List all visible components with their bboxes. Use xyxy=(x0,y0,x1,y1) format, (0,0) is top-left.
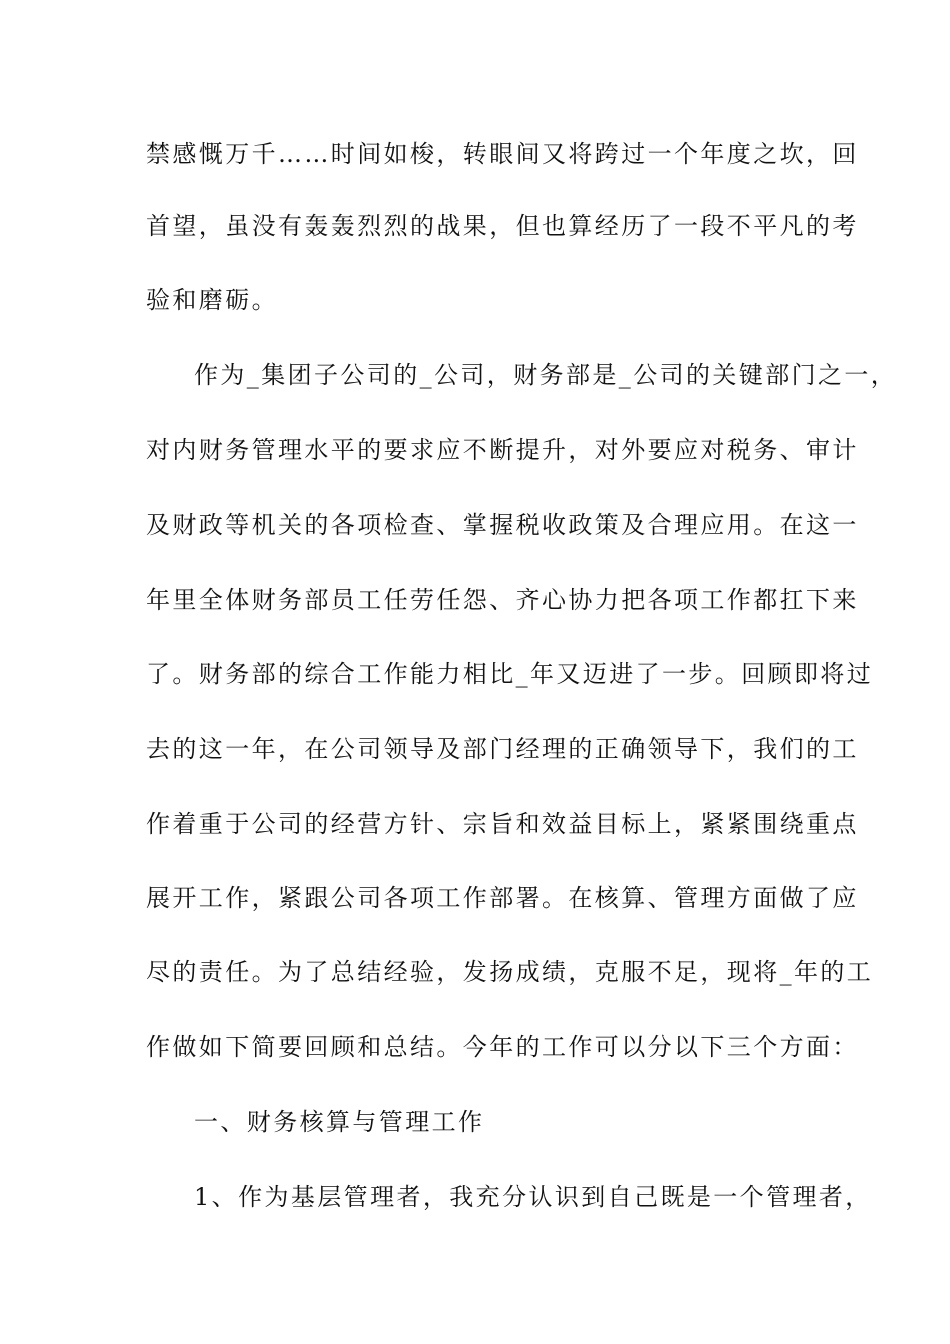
section-heading: 一、财务核算与管理工作 xyxy=(194,1108,485,1136)
paragraph-2-line-2: 对内财务管理水平的要求应不断提升，对外要应对税务、审计 xyxy=(146,436,859,464)
paragraph-2-line-1: 作为_集团子公司的_公司，财务部是_公司的关键部门之一， xyxy=(194,361,898,389)
paragraph-2-line-3: 及财政等机关的各项检查、掌握税收政策及合理应用。在这一 xyxy=(146,511,859,539)
paragraph-3-line-1: 1、作为基层管理者，我充分认识到自己既是一个管理者， xyxy=(194,1183,872,1211)
paragraph-1-line-1: 禁感慨万千……时间如梭，转眼间又将跨过一个年度之坎，回 xyxy=(146,140,859,168)
paragraph-2-line-10: 作做如下简要回顾和总结。今年的工作可以分以下三个方面： xyxy=(146,1033,859,1061)
paragraph-1-line-2: 首望，虽没有轰轰烈烈的战果，但也算经历了一段不平凡的考 xyxy=(146,212,859,240)
paragraph-2-line-5: 了。财务部的综合工作能力相比_年又迈进了一步。回顾即将过 xyxy=(146,660,874,688)
paragraph-2-line-8: 展开工作，紧跟公司各项工作部署。在核算、管理方面做了应 xyxy=(146,884,859,912)
paragraph-2-line-9: 尽的责任。为了总结经验，发扬成绩，克服不足，现将_年的工 xyxy=(146,958,874,986)
paragraph-2-line-6: 去的这一年，在公司领导及部门经理的正确领导下，我们的工 xyxy=(146,735,859,763)
paragraph-1-line-3: 验和磨砺。 xyxy=(146,286,278,314)
paragraph-2-line-7: 作着重于公司的经营方针、宗旨和效益目标上，紧紧围绕重点 xyxy=(146,810,859,838)
paragraph-2-line-4: 年里全体财务部员工任劳任怨、齐心协力把各项工作都扛下来 xyxy=(146,586,859,614)
